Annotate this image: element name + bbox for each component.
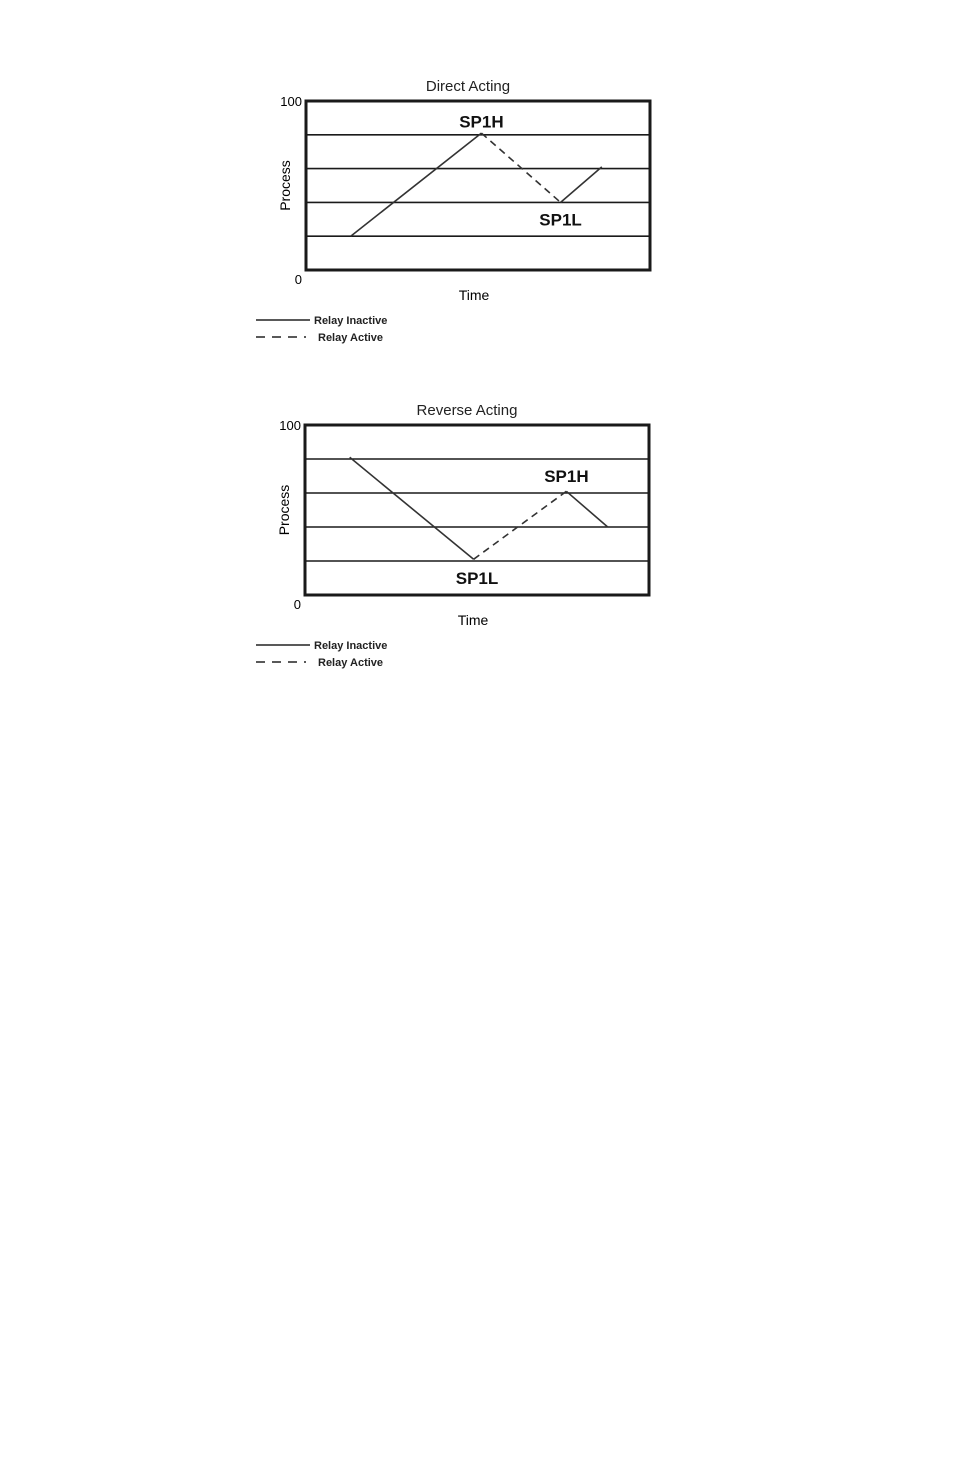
chart2-ytick-max: 100 [279, 418, 301, 433]
chart1-ytick-max: 100 [280, 94, 302, 109]
chart1-annotation-sp1l: SP1L [539, 210, 582, 230]
chart2-x-axis-label: Time [457, 612, 489, 628]
chart2-legend-label-active: Relay Active [318, 657, 384, 669]
chart2-annotation-sp1l: SP1L [455, 569, 499, 588]
chart1-series-3-solid [561, 167, 602, 203]
chart2-legend-label-inactive: Relay Inactive [314, 640, 388, 652]
chart1-annotation-sp1h: SP1H [459, 112, 504, 132]
chart1-ytick-min: 0 [294, 272, 302, 287]
chart1-x-axis-label: Time [458, 287, 490, 303]
chart2-ytick-min: 0 [293, 597, 301, 612]
chart2-title: Reverse Acting [416, 402, 518, 419]
chart2-series-1-solid [350, 457, 474, 559]
chart1-series-2-dashed [481, 133, 560, 202]
chart1-title: Direct Acting [425, 78, 511, 95]
chart1-series-1-solid [351, 133, 482, 236]
chart2-series-2-dashed [474, 491, 567, 559]
chart2-series-3-solid [566, 491, 607, 527]
chart2-y-axis-label: Process [276, 484, 292, 536]
chart1-y-axis-label: Process [277, 160, 293, 211]
chart1-legend-label-inactive: Relay Inactive [314, 315, 388, 327]
chart1-legend-label-active: Relay Active [318, 332, 384, 344]
chart2-annotation-sp1h: SP1H [544, 467, 589, 486]
